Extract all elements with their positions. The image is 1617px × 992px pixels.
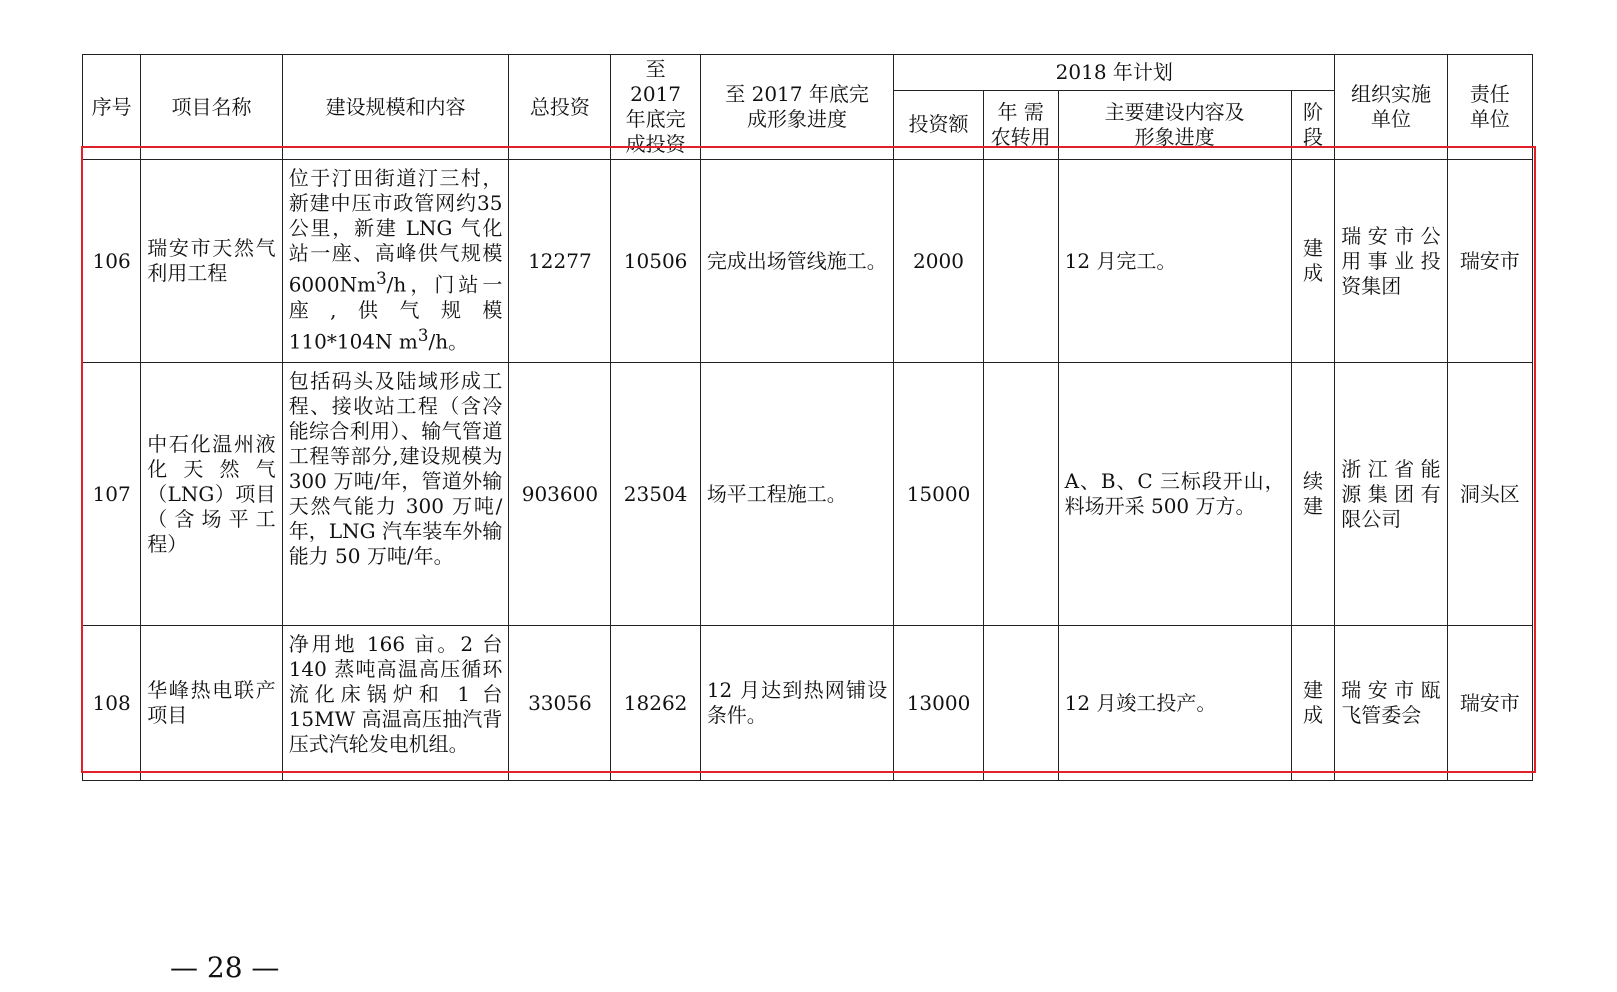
- row-resp: 瑞安市: [1447, 160, 1532, 363]
- stage-char: 建: [1302, 678, 1323, 702]
- row-plan-content: A、B、C 三标段开山，料场开采 500 万方。: [1058, 363, 1291, 626]
- header-plan-content: 主要建设内容及形象进度: [1058, 90, 1291, 159]
- scale-sup: 3: [376, 269, 387, 288]
- row-no: 108: [83, 626, 141, 781]
- table-header: [83, 55, 1533, 160]
- header-plan-group: 2018 年计划: [894, 55, 1335, 91]
- row-org: 瑞安市瓯飞管委会: [1335, 626, 1447, 781]
- table-row: [83, 160, 1533, 363]
- header-scale: 建设规模和内容: [282, 55, 509, 160]
- row-name: 中石化温州液化天然气（LNG）项目（含场平工程）: [141, 363, 282, 626]
- row-total: 903600: [509, 363, 611, 626]
- row-done-invest: 10506: [611, 160, 700, 363]
- stage-char: 建: [1302, 494, 1323, 518]
- project-table: [82, 54, 1533, 781]
- scale-text: /h。: [428, 329, 469, 354]
- header-total: 总投资: [509, 55, 611, 160]
- header-no: 序号: [83, 55, 141, 160]
- header-progress: 至 2017 年底完成形象进度: [700, 55, 893, 160]
- header-stage: 阶段: [1291, 90, 1335, 159]
- row-name: 华峰热电联产项目: [141, 626, 282, 781]
- row-progress: 完成出场管线施工。: [700, 160, 893, 363]
- row-stage: [1291, 160, 1335, 363]
- header-land: 年 需 农转用: [983, 90, 1058, 159]
- stage-char: 成: [1302, 261, 1323, 285]
- scale-sup: 3: [417, 325, 429, 345]
- header-done-invest: 至 2017 年底完成投资: [611, 55, 700, 160]
- table-row: [83, 626, 1533, 781]
- row-no: 107: [83, 363, 141, 626]
- row-land: [983, 626, 1058, 781]
- page-number: — 28 —: [170, 951, 280, 984]
- scale-text: 位于汀田街道汀三村，新建中压市政管网约35 公里，新建 LNG 气化站一座、高峰供气规模 6000Nm: [288, 166, 503, 297]
- row-total: 33056: [509, 626, 611, 781]
- row-scale: [282, 160, 509, 363]
- row-land: [983, 363, 1058, 626]
- row-progress: 12 月达到热网铺设条件。: [700, 626, 893, 781]
- header-org: 组织实施单位: [1335, 55, 1447, 160]
- row-plan-content: 12 月完工。: [1058, 160, 1291, 363]
- row-scale: 净用地 166 亩。2 台 140 蒸吨高温高压循环流化床锅炉和 1 台 15MW 高温高压抽汽背压式汽轮发电机组。: [282, 626, 509, 781]
- row-org: 瑞安市公用事业投资集团: [1335, 160, 1447, 363]
- row-stage: [1291, 363, 1335, 626]
- row-plan-content: 12 月竣工投产。: [1058, 626, 1291, 781]
- row-land: [983, 160, 1058, 363]
- stage-char: 续: [1302, 469, 1323, 493]
- scale-text: /h，门站一座,供气规模 110*104N m: [288, 272, 503, 354]
- header-plan-invest: 投资额: [894, 90, 983, 159]
- header-resp: 责任单位: [1447, 55, 1532, 160]
- row-no: 106: [83, 160, 141, 363]
- row-scale: 包括码头及陆域形成工程、接收站工程（含冷能综合利用）、输气管道工程等部分,建设规模为 300 万吨/年，管道外输天然气能力 300 万吨/年，LNG 汽车装车外输能力 50 万吨/年。: [282, 363, 509, 626]
- row-total: 12277: [509, 160, 611, 363]
- row-stage: [1291, 626, 1335, 781]
- row-done-invest: 23504: [611, 363, 700, 626]
- row-plan-invest: 13000: [894, 626, 983, 781]
- row-done-invest: 18262: [611, 626, 700, 781]
- row-progress: 场平工程施工。: [700, 363, 893, 626]
- stage-char: 建: [1302, 236, 1323, 260]
- stage-char: 成: [1302, 703, 1323, 727]
- row-org: 浙江省能源集团有限公司: [1335, 363, 1447, 626]
- table-row: [83, 363, 1533, 626]
- row-resp: 瑞安市: [1447, 626, 1532, 781]
- row-resp: 洞头区: [1447, 363, 1532, 626]
- row-plan-invest: 15000: [894, 363, 983, 626]
- row-name: 瑞安市天然气利用工程: [141, 160, 282, 363]
- header-name: 项目名称: [141, 55, 282, 160]
- row-plan-invest: 2000: [894, 160, 983, 363]
